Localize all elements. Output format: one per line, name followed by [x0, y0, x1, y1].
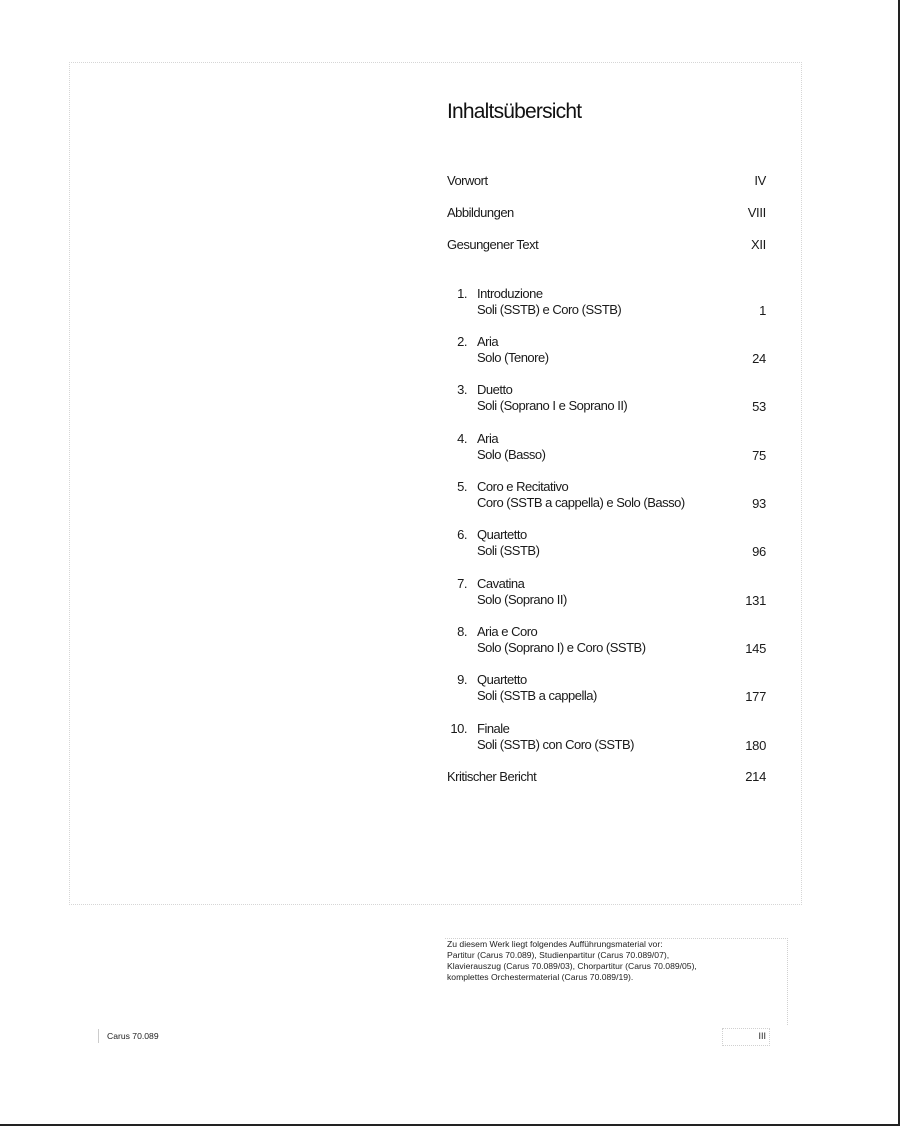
- movement-scoring: Soli (SSTB) con Coro (SSTB): [477, 737, 634, 752]
- toc-page-number: VIII: [747, 205, 766, 220]
- movement-title: Aria e Coro: [477, 624, 538, 639]
- movement-number: 7.: [457, 576, 467, 591]
- note-line: Zu diesem Werk liegt folgendes Aufführungsmaterial vor:: [447, 939, 663, 949]
- note-line: komplettes Orchestermaterial (Carus 70.089/19).: [447, 972, 634, 982]
- toc-page-number: 177: [745, 689, 766, 704]
- toc-page-number: 214: [745, 769, 766, 784]
- toc-page-number: 75: [752, 448, 766, 463]
- movement-title: Duetto: [477, 382, 513, 397]
- toc-label: Vorwort: [447, 173, 488, 188]
- movement-number: 5.: [457, 479, 467, 494]
- movement-title: Aria: [477, 334, 499, 349]
- toc-page-number: IV: [754, 173, 766, 188]
- movement-title: Finale: [477, 721, 510, 736]
- page-number-box: [722, 1028, 770, 1046]
- movement-title: Quartetto: [477, 527, 527, 542]
- performance-material-note: [445, 938, 788, 1025]
- movement-number: 3.: [457, 382, 467, 397]
- movement-number: 6.: [457, 527, 467, 542]
- toc-label: Abbildungen: [447, 205, 514, 220]
- movement-scoring: Soli (SSTB) e Coro (SSTB): [477, 302, 622, 317]
- movement-scoring: Soli (Soprano I e Soprano II): [477, 398, 628, 413]
- movement-scoring: Soli (SSTB a cappella): [477, 688, 597, 703]
- movement-number: 4.: [457, 431, 467, 446]
- toc-page-number: 145: [745, 641, 766, 656]
- toc-page-number: 131: [745, 593, 766, 608]
- movement-number: 2.: [457, 334, 467, 349]
- movement-number: 10.: [450, 721, 467, 736]
- catalog-marker: [98, 1029, 99, 1043]
- movement-title: Cavatina: [477, 576, 525, 591]
- toc-title: Inhaltsübersicht: [447, 100, 582, 123]
- movement-title: Coro e Recitativo: [477, 479, 569, 494]
- toc-page-number: 96: [752, 544, 766, 559]
- toc-page-number: 24: [752, 351, 766, 366]
- toc-label: Gesungener Text: [447, 237, 539, 252]
- movement-number: 1.: [457, 286, 467, 301]
- note-line: Klavierauszug (Carus 70.089/03), Chorpartitur (Carus 70.089/05),: [447, 961, 697, 971]
- movement-scoring: Soli (SSTB): [477, 543, 540, 558]
- movement-scoring: Solo (Soprano I) e Coro (SSTB): [477, 640, 646, 655]
- page-number: III: [758, 1031, 766, 1041]
- toc-page-number: 53: [752, 399, 766, 414]
- toc-page-number: 1: [759, 303, 766, 318]
- movement-title: Aria: [477, 431, 499, 446]
- toc-page-number: 93: [752, 496, 766, 511]
- content-frame: [69, 62, 802, 905]
- movement-scoring: Solo (Tenore): [477, 350, 549, 365]
- movement-number: 9.: [457, 672, 467, 687]
- note-line: Partitur (Carus 70.089), Studienpartitur (Carus 70.089/07),: [447, 950, 670, 960]
- movement-number: 8.: [457, 624, 467, 639]
- toc-label: Kritischer Bericht: [447, 769, 537, 784]
- movement-scoring: Solo (Basso): [477, 447, 546, 462]
- movement-scoring: Solo (Soprano II): [477, 592, 567, 607]
- catalog-number: Carus 70.089: [107, 1031, 159, 1041]
- movement-scoring: Coro (SSTB a cappella) e Solo (Basso): [477, 495, 685, 510]
- toc-page-number: 180: [745, 738, 766, 753]
- toc-page-number: XII: [751, 237, 766, 252]
- movement-title: Quartetto: [477, 672, 527, 687]
- movement-title: Introduzione: [477, 286, 543, 301]
